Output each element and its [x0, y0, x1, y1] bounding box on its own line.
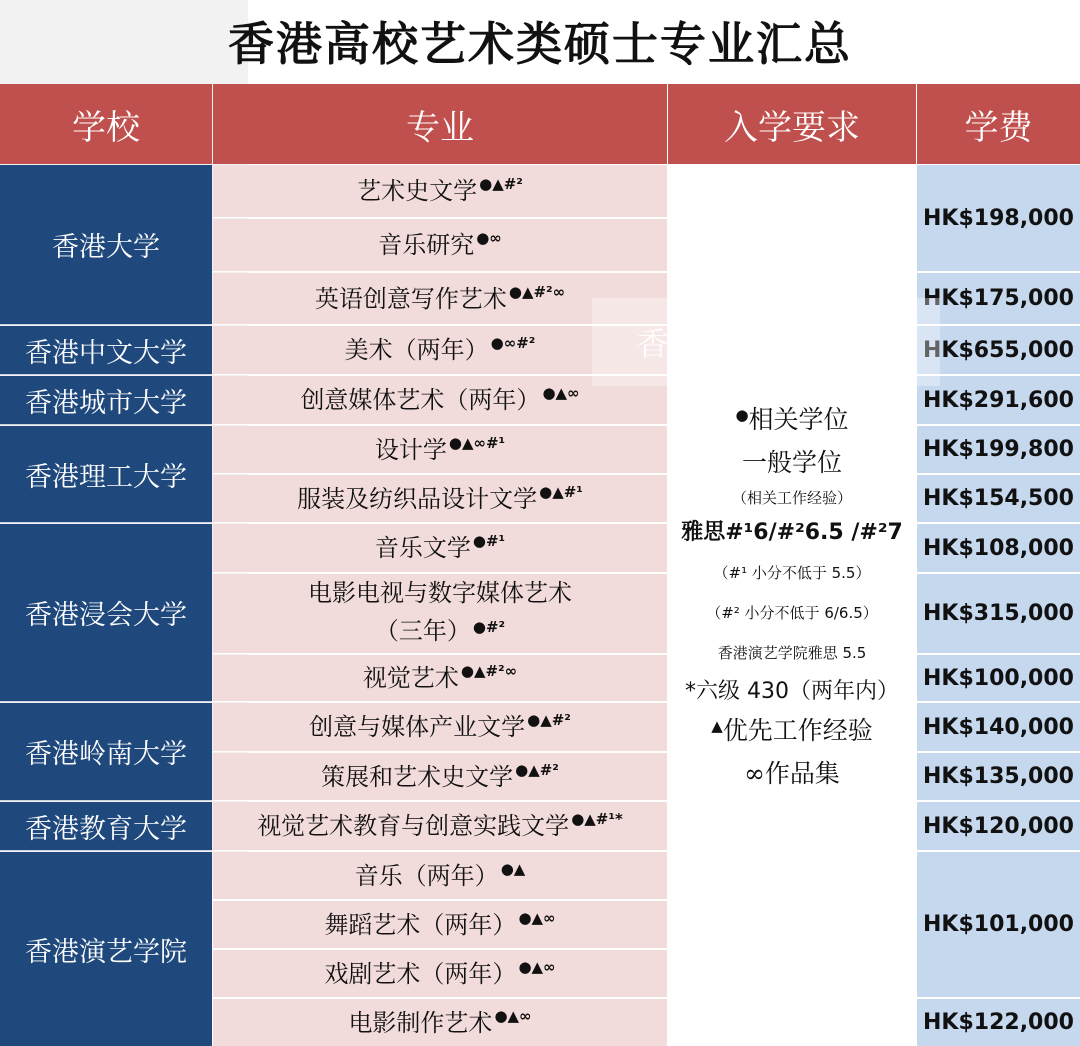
req-cet6: *六级 430（两年内） — [685, 679, 899, 704]
triangle-icon: ▲ — [711, 717, 723, 735]
major-name: 创意与媒体产业文学 — [309, 713, 526, 741]
major-mark: ●▲#¹* — [571, 810, 623, 828]
major-cell — [213, 574, 667, 654]
school-cell: 香港岭南大学 — [0, 703, 212, 801]
major-name: 电影电视与数字媒体艺术 — [308, 579, 572, 607]
major-name: 策展和艺术史文学 — [321, 762, 514, 791]
req-related-degree: 相关学位 — [748, 405, 849, 434]
major-name: 服装及纺织品设计文学 — [297, 484, 538, 513]
fee-cell: HK$122,000 — [917, 999, 1080, 1046]
header-requirement: 入学要求 — [668, 84, 916, 164]
fee-cell: HK$315,000 — [917, 574, 1080, 654]
major-name: 视觉艺术教育与创意实践文学 — [257, 812, 570, 840]
fee-cell: HK$199,800 — [917, 426, 1080, 474]
header-fee: 学费 — [917, 84, 1080, 164]
req-priority: 优先工作经验 — [722, 716, 873, 745]
bullet-icon: ● — [735, 406, 749, 424]
major-mark: ●#¹ — [472, 532, 506, 550]
fee-cell: HK$101,000 — [917, 852, 1080, 998]
fee-cell: HK$140,000 — [917, 703, 1080, 752]
major-name: 音乐研究 — [378, 231, 475, 259]
page-title: 香港高校艺术类硕士专业汇总 — [228, 17, 852, 71]
fee-cell: HK$154,500 — [917, 475, 1080, 523]
school-cell: 香港浸会大学 — [0, 524, 212, 702]
major-name: 美术（两年） — [344, 336, 489, 364]
major-cell — [213, 852, 667, 900]
major-cell — [213, 703, 667, 752]
major-cell — [213, 165, 667, 218]
fee-cell: HK$108,000 — [917, 524, 1080, 573]
major-name: 电影制作艺术 — [348, 1008, 493, 1037]
major-mark: ●#² — [472, 618, 506, 636]
major-cell — [213, 655, 667, 702]
major-name: 戏剧艺术（两年） — [324, 959, 517, 988]
major-cell — [213, 802, 667, 851]
requirements — [668, 400, 916, 794]
major-name: 视觉艺术 — [362, 664, 459, 692]
req-work-note: （相关工作经验） — [731, 489, 852, 507]
header-major: 专业 — [213, 84, 667, 164]
major-mark: ●▲ — [500, 859, 526, 878]
school-cell: 香港演艺学院 — [0, 852, 212, 1046]
req-note2: （#² 小分不低于 6/6.5） — [706, 604, 878, 622]
req-ielts: 雅思#¹6/#²6.5 /#²7 — [681, 520, 903, 545]
school-cell: 香港理工大学 — [0, 426, 212, 523]
major-mark: ●∞#² — [490, 334, 536, 352]
major-name: 创意媒体艺术（两年） — [300, 386, 541, 414]
watermark: 香港升学May老师 — [592, 298, 940, 386]
major-mark: ●∞ — [476, 229, 502, 247]
major-cell — [213, 950, 667, 998]
major-name: 艺术史文学 — [357, 177, 478, 205]
major-mark: ●▲#² — [479, 175, 523, 193]
header-school: 学校 — [0, 84, 212, 164]
fee-cell: HK$120,000 — [917, 802, 1080, 851]
major-mark: ●▲#¹ — [539, 482, 583, 501]
major-mark: ●▲#²∞ — [508, 282, 566, 301]
req-hkapa: 香港演艺学院雅思 5.5 — [717, 644, 867, 662]
major-cell — [213, 524, 667, 573]
major-mark: ●▲#² — [527, 711, 571, 729]
major-mark: ●▲∞ — [518, 957, 556, 976]
major-name: 音乐文学 — [374, 534, 471, 562]
major-mark: ●▲#²∞ — [460, 662, 518, 680]
major-cell — [213, 901, 667, 949]
fee-cell: HK$291,600 — [917, 376, 1080, 425]
major-mark: ●▲∞#¹ — [448, 433, 506, 452]
major-mark: ●▲∞ — [542, 384, 580, 402]
fee-cell: HK$100,000 — [917, 655, 1080, 702]
major-cell — [213, 999, 667, 1046]
major-cell — [213, 426, 667, 474]
major-name: 音乐（两年） — [354, 861, 499, 890]
major-mark: ●▲∞ — [518, 908, 556, 927]
req-portfolio: ∞作品集 — [744, 759, 840, 788]
school-cell: 香港大学 — [0, 165, 212, 325]
school-cell: 香港教育大学 — [0, 802, 212, 851]
major-cell — [213, 475, 667, 523]
major-name-line2: （三年） — [374, 617, 471, 645]
fee-cell: HK$655,000 — [917, 326, 1080, 375]
school-cell: 香港城市大学 — [0, 376, 212, 425]
fee-cell: HK$135,000 — [917, 753, 1080, 801]
major-name: 设计学 — [374, 435, 447, 464]
major-mark: ●▲#² — [515, 760, 559, 779]
major-name: 英语创意写作艺术 — [314, 284, 507, 313]
major-cell — [213, 753, 667, 801]
major-cell — [213, 219, 667, 272]
fee-cell: HK$198,000 — [917, 165, 1080, 272]
req-general-degree: 一般学位 — [741, 448, 842, 477]
fee-cell: HK$175,000 — [917, 273, 1080, 325]
major-name: 舞蹈艺术（两年） — [324, 910, 517, 939]
major-mark: ●▲∞ — [494, 1006, 532, 1025]
req-note1: （#¹ 小分不低于 5.5） — [713, 564, 871, 582]
school-cell: 香港中文大学 — [0, 326, 212, 375]
